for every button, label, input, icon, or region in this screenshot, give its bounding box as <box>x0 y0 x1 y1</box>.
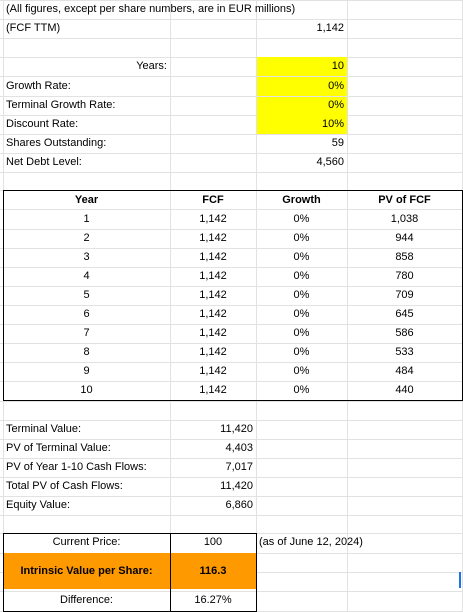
fcf-cell[interactable]: 1,142 <box>199 289 227 301</box>
fcf-ttm-label: (FCF TTM) <box>6 22 61 34</box>
growth-cell[interactable]: 0% <box>293 327 310 339</box>
current-price-value[interactable]: 100 <box>203 536 223 548</box>
col-header-year: Year <box>74 194 99 206</box>
years-label: Years: <box>136 60 167 72</box>
total-pv-label: Total PV of Cash Flows: <box>6 480 123 492</box>
equity-value[interactable]: 6,860 <box>225 499 253 511</box>
growth-rate-input[interactable]: 0% <box>328 80 344 92</box>
pv-fcf-cell[interactable]: 944 <box>395 232 414 244</box>
growth-rate-label: Growth Rate: <box>6 80 71 92</box>
intrinsic-value[interactable]: 116.3 <box>199 565 227 577</box>
growth-cell[interactable]: 0% <box>293 251 310 263</box>
grid-line <box>0 172 463 173</box>
terminal-value[interactable]: 11,420 <box>220 423 253 435</box>
growth-cell[interactable]: 0% <box>293 384 310 396</box>
fcf-cell[interactable]: 1,142 <box>199 308 227 320</box>
pv-fcf-cell[interactable]: 645 <box>395 308 414 320</box>
pv-fcf-cell[interactable]: 484 <box>395 365 414 377</box>
growth-cell[interactable]: 0% <box>293 232 310 244</box>
net-debt-label: Net Debt Level: <box>6 156 82 168</box>
year-cell[interactable]: 4 <box>83 270 90 282</box>
fcf-cell[interactable]: 1,142 <box>199 213 227 225</box>
pv-cash-flows-value[interactable]: 7,017 <box>225 461 253 473</box>
years-input[interactable]: 10 <box>331 60 344 72</box>
current-price-label: Current Price: <box>52 536 121 548</box>
year-cell[interactable]: 6 <box>83 308 90 320</box>
year-cell[interactable]: 5 <box>83 289 90 301</box>
terminal-value-label: Terminal Value: <box>6 423 81 435</box>
fcf-cell[interactable]: 1,142 <box>199 346 227 358</box>
net-debt-value[interactable]: 4,560 <box>316 156 344 168</box>
total-pv-value[interactable]: 11,420 <box>220 480 253 492</box>
selection-cursor[interactable] <box>459 572 461 588</box>
col-header-fcf: FCF <box>202 194 224 206</box>
grid-line <box>0 19 463 20</box>
pv-terminal-value[interactable]: 4,403 <box>225 442 253 454</box>
year-cell[interactable]: 3 <box>83 251 90 263</box>
pv-fcf-cell[interactable]: 1,038 <box>390 213 419 225</box>
pv-fcf-cell[interactable]: 709 <box>395 289 414 301</box>
grid-line <box>0 515 463 516</box>
grid-line <box>0 401 463 402</box>
fcf-cell[interactable]: 1,142 <box>199 365 227 377</box>
growth-cell[interactable]: 0% <box>293 308 310 320</box>
fcf-cell[interactable]: 1,142 <box>199 251 227 263</box>
shares-outstanding-value[interactable]: 59 <box>331 137 344 149</box>
year-cell[interactable]: 7 <box>83 327 90 339</box>
grid-line <box>0 38 463 39</box>
pv-fcf-cell[interactable]: 780 <box>395 270 414 282</box>
pv-cash-flows-label: PV of Year 1-10 Cash Flows: <box>6 461 147 473</box>
intrinsic-value-label: Intrinsic Value per Share: <box>20 565 153 577</box>
year-cell[interactable]: 8 <box>83 346 90 358</box>
fcf-cell[interactable]: 1,142 <box>199 384 227 396</box>
pv-fcf-cell[interactable]: 586 <box>395 327 414 339</box>
pv-terminal-label: PV of Terminal Value: <box>6 442 111 454</box>
terminal-growth-input[interactable]: 0% <box>328 99 344 111</box>
growth-cell[interactable]: 0% <box>293 289 310 301</box>
terminal-growth-label: Terminal Growth Rate: <box>6 99 116 111</box>
year-cell[interactable]: 1 <box>83 213 90 225</box>
year-cell[interactable]: 9 <box>83 365 90 377</box>
pv-fcf-cell[interactable]: 440 <box>395 384 414 396</box>
difference-value[interactable]: 16.27% <box>194 594 232 606</box>
shares-outstanding-label: Shares Outstanding: <box>6 137 107 149</box>
growth-cell[interactable]: 0% <box>293 270 310 282</box>
units-note: (All figures, except per share numbers, are in EUR millions) <box>6 3 296 15</box>
growth-cell[interactable]: 0% <box>293 213 310 225</box>
fcf-cell[interactable]: 1,142 <box>199 327 227 339</box>
difference-label: Difference: <box>60 594 113 606</box>
discount-rate-input[interactable]: 10% <box>321 118 344 130</box>
col-header-growth: Growth <box>282 194 321 206</box>
pv-fcf-cell[interactable]: 858 <box>395 251 414 263</box>
equity-value-label: Equity Value: <box>6 499 71 511</box>
year-cell[interactable]: 10 <box>80 384 93 396</box>
discount-rate-label: Discount Rate: <box>6 118 79 130</box>
year-cell[interactable]: 2 <box>83 232 90 244</box>
growth-cell[interactable]: 0% <box>293 346 310 358</box>
col-header-pv-fcf: PV of FCF <box>378 194 431 206</box>
price-date-note: (as of June 12, 2024) <box>259 536 363 548</box>
fcf-cell[interactable]: 1,142 <box>199 232 227 244</box>
pv-fcf-cell[interactable]: 533 <box>395 346 414 358</box>
fcf-cell[interactable]: 1,142 <box>199 270 227 282</box>
growth-cell[interactable]: 0% <box>293 365 310 377</box>
fcf-ttm-value[interactable]: 1,142 <box>316 22 344 34</box>
